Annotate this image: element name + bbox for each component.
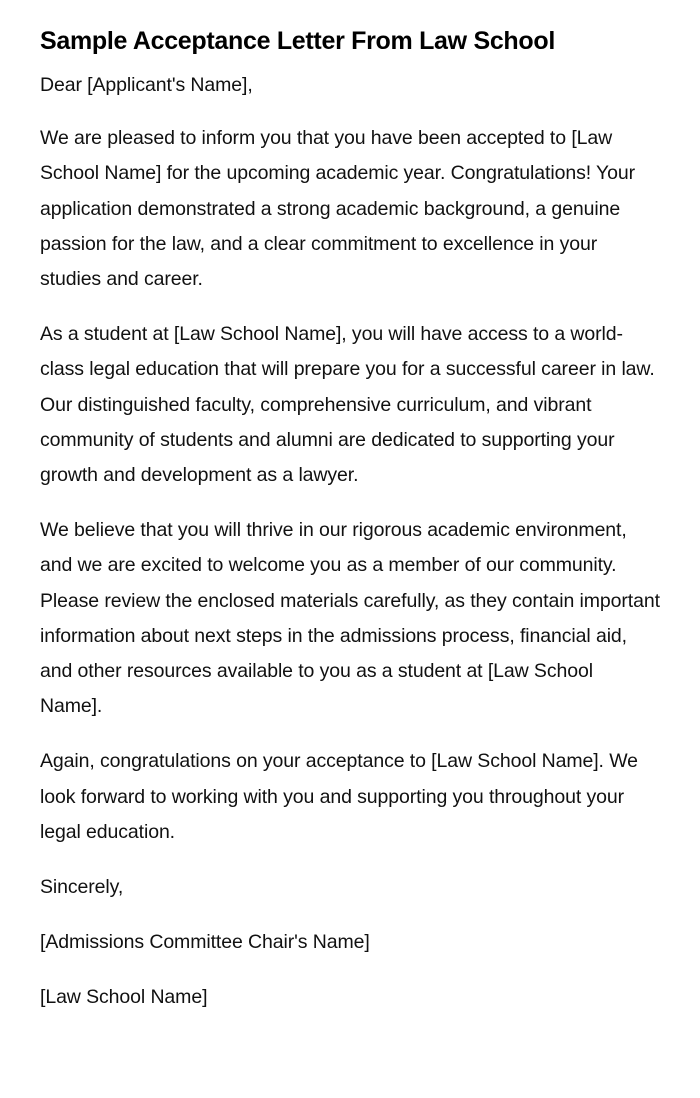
letter-signature-name: [Admissions Committee Chair's Name] <box>40 931 370 954</box>
letter-signature-org: [Law School Name] <box>40 986 208 1009</box>
letter-salutation: Dear [Applicant's Name], <box>40 74 253 96</box>
letter-paragraph-next-steps: We believe that you will thrive in our rigorous academic environment, and we are excited to welcome you as a member of our community. Please review the enclosed materials carefully, as they contain important information about next steps in the admissions process, financial aid, and other resources available to you as a student at [Law School Name]. <box>40 519 660 718</box>
letter-closing: Sincerely, <box>40 876 124 899</box>
letter-paragraph-education: As a student at [Law School Name], you will have access to a world-class legal education that will prepare you for a successful career in law. Our distinguished faculty, comprehensive curriculum, and vibrant community of students and alumni are dedicated to supporting your growth and development as a lawyer. <box>40 323 655 487</box>
letter-title: Sample Acceptance Letter From Law School <box>40 27 555 55</box>
letter-paragraph-congratulations: Again, congratulations on your acceptance to [Law School Name]. We look forward to working with you and supporting you throughout your legal education. <box>40 750 638 843</box>
letter-paragraph-acceptance: We are pleased to inform you that you have been accepted to [Law School Name] for the upcoming academic year. Congratulations! Your application demonstrated a strong academic background, a genuine passion for the law, and a clear commitment to excellence in your studies and career. <box>40 127 635 291</box>
